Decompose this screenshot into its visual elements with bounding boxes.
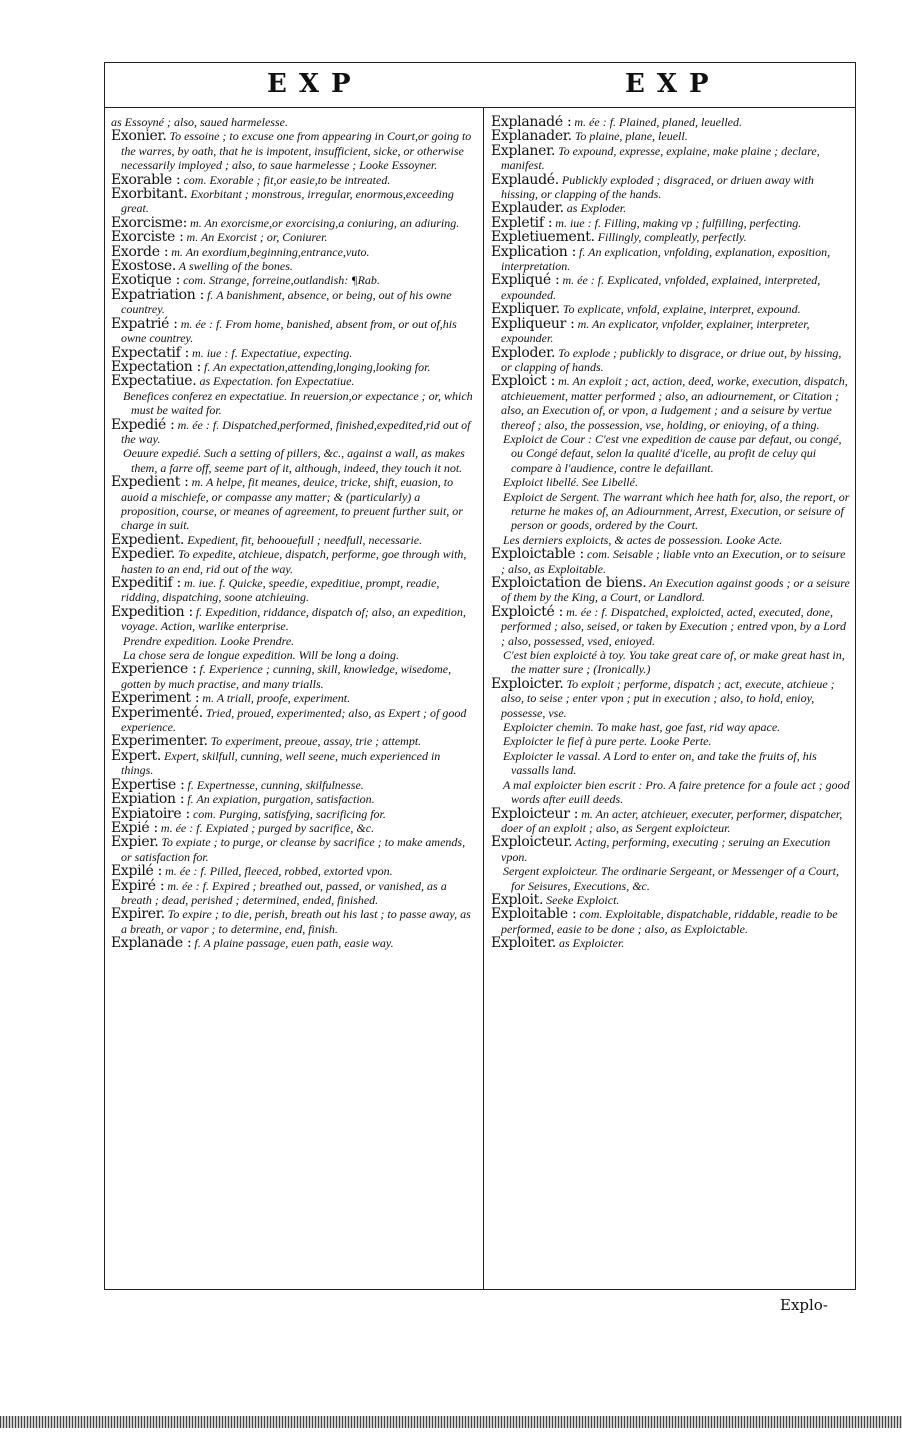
dictionary-entry xyxy=(111,662,475,691)
running-header xyxy=(105,63,855,109)
entry-definition: m. A helpe, fit meanes, deuice, tricke, shift, euasion, to auoid a mischiefe, or compasse any matter; & (particularly) a proposition, course, or meanes of agreement, to preuent further suit, or charge in suit. xyxy=(121,475,463,533)
entry-definition: Sergent exploicteur. The ordinarie Sergeant, or Messenger of a Court, for Seisures, Executions, &c. xyxy=(503,864,839,893)
dictionary-entry xyxy=(491,677,851,720)
entry-definition: Exploicter chemin. To make hast, goe fast, rid way apace. xyxy=(503,720,781,735)
dictionary-entry xyxy=(491,547,851,576)
entry-headword: Expirer. xyxy=(111,906,165,923)
entry-headword: Exploicté : xyxy=(491,603,564,620)
entry-definition: To experiment, preoue, assay, trie ; attempt. xyxy=(207,734,422,749)
dictionary-entry xyxy=(491,605,851,648)
entry-headword: Expletif : xyxy=(491,214,553,231)
dictionary-entry xyxy=(111,749,475,778)
entry-definition: Publickly exploded ; disgraced, or driuen away with hissing, or clapping of the hands. xyxy=(501,172,814,202)
dictionary-entry xyxy=(491,720,851,734)
entry-definition: Exploict de Sergent. The warrant which hee hath for, also, the report, or returne he makes of, an Adiournment, Arrest, Execution, or seisure of person or goods, ordered by the Court. xyxy=(503,489,850,533)
right-column xyxy=(491,115,851,1285)
entry-headword: Exploicteur. xyxy=(491,834,573,851)
entry-headword: Expeditif : xyxy=(111,575,181,591)
entry-headword: Exploicter. xyxy=(491,675,564,692)
dictionary-entry xyxy=(491,432,851,475)
entry-headword: Exploicteur : xyxy=(491,805,579,822)
dictionary-entry xyxy=(111,389,475,418)
entry-headword: Expedition : xyxy=(111,603,193,620)
dictionary-entry xyxy=(111,245,475,259)
entry-definition: m. iue. f. Quicke, speedie, expeditiue, prompt, readie, ridding, dispatching, soone atchieuing. xyxy=(121,576,440,605)
entry-definition: m. ée : f. Pilled, fleeced, robbed, extorted vpon. xyxy=(162,864,393,879)
dictionary-entry xyxy=(111,706,475,735)
dictionary-entry xyxy=(491,273,851,302)
entry-definition: m. An exordium,beginning,entrance,vuto. xyxy=(168,244,370,259)
dictionary-entry xyxy=(111,475,475,533)
entry-headword: Exorciste : xyxy=(111,229,184,246)
entry-headword: Exploiter. xyxy=(491,935,556,952)
entry-definition: f. Experience ; cunning, skill, knowledge, wisedome, gotten by much practise, and many trialls. xyxy=(121,662,452,691)
dictionary-entry xyxy=(111,216,475,230)
entry-headword: Expectatif : xyxy=(111,344,190,361)
dictionary-entry xyxy=(491,778,851,807)
entry-definition: Exploicter le vassal. A Lord to enter on, and take the fruits of, his vassalls land. xyxy=(503,748,817,778)
entry-headword: Explauder. xyxy=(491,200,564,217)
entry-headword: Exploitable : xyxy=(491,906,577,923)
entry-definition: A swelling of the bones. xyxy=(176,259,293,274)
entry-definition: com. Exorable ; fit,or easie,to be intreated. xyxy=(180,172,391,187)
entry-headword: Exploder. xyxy=(491,344,556,361)
entry-definition: com. Strange, forreine,outlandish: ¶Rab. xyxy=(180,273,380,288)
entry-definition: com. Seisable ; liable vnto an Execution, or to seisure ; also, as Exploitable. xyxy=(501,547,846,576)
entry-definition: as Exploicter. xyxy=(555,936,625,951)
entry-definition: Benefices conferez en expectatiue. In reuersion,or expectance ; or, which must be waited for. xyxy=(123,388,473,418)
header-rule xyxy=(105,107,855,108)
entry-definition: f. A plaine passage, euen path, easie way. xyxy=(191,936,394,951)
dictionary-entry xyxy=(111,807,475,821)
entry-definition: Seeke Exploict. xyxy=(543,892,620,907)
entry-headword: Exotique : xyxy=(111,272,181,289)
dictionary-entry xyxy=(491,115,851,129)
entry-definition: To plaine, plane, leuell. xyxy=(571,129,688,144)
entry-headword: Expedier. xyxy=(111,546,175,563)
entry-definition: To essoine ; to excuse one from appearing in Court,or going to the warres, by oath, that he is impotent, insufficient, sicke, or otherwise necessarily imployed ; also, to saue harmelesse ; Looke Essoyner. xyxy=(121,129,472,173)
entry-headword: Exorable : xyxy=(111,171,181,188)
entry-definition: m. ée : f. Explicated, vnfolded, explained, interpreted, expounded. xyxy=(501,273,821,302)
entry-headword: Experience : xyxy=(111,661,197,678)
dictionary-entry xyxy=(491,734,851,748)
entry-definition: Exploict de Cour : C'est vne expedition de cause par defaut, ou congé, ou Congé defaut, selon la qualité d'icelle, au profit de celuy qui compare à l'audience, contre le defaillant. xyxy=(503,431,842,475)
entry-definition: m. An exorcisme,or exorcising,a coniuring, an adiuring. xyxy=(187,215,460,230)
entry-headword: Exorde : xyxy=(111,243,169,260)
entry-definition: Prendre expedition. Looke Prendre. xyxy=(123,633,295,648)
entry-headword: Expectatiue. xyxy=(111,373,197,390)
entry-headword: Exorcisme: xyxy=(111,214,188,231)
dictionary-entry xyxy=(111,374,475,388)
dictionary-entry xyxy=(111,864,475,878)
entry-definition: To expedite, atchieue, dispatch, performe, goe through with, hasten to an end, rid out of the way. xyxy=(121,547,467,576)
dictionary-entry xyxy=(111,346,475,360)
dictionary-entry xyxy=(111,273,475,287)
entry-definition: f. An explication, vnfolding, explanation, exposition, interpretation. xyxy=(501,244,831,274)
page-frame xyxy=(104,62,856,1290)
dictionary-entry xyxy=(111,288,475,317)
entry-definition: Tried, proued, experimented; also, as Expert ; of good experience. xyxy=(121,705,467,735)
entry-headword: Expier. xyxy=(111,834,159,851)
entry-headword: Expiré : xyxy=(111,877,165,894)
entry-definition: A mal exploicter bien escrit : Pro. A faire pretence for a foule act ; good words after euill deeds. xyxy=(503,777,850,807)
entry-definition: To expiate ; to purge, or cleanse by sacrifice ; to make amends, or satisfaction for. xyxy=(121,835,466,864)
dictionary-entry xyxy=(111,129,475,172)
dictionary-entry xyxy=(111,734,475,748)
entry-definition: f. An expiation, purgation, satisfaction. xyxy=(184,792,375,807)
entry-definition: Exploict libellé. See Libellé. xyxy=(503,475,638,490)
dictionary-entry xyxy=(111,418,475,447)
entry-definition: m. ée : f. From home, banished, absent from, or out of,his owne countrey. xyxy=(121,316,457,346)
entry-definition: To exploit ; performe, dispatch ; act, execute, atchieue ; also, to seise ; enter vpon ; put in execution ; also, to hold, enioy, possesse, vse. xyxy=(501,676,835,720)
entry-headword: Explanadé : xyxy=(491,115,572,130)
dictionary-entry xyxy=(111,533,475,547)
dictionary-entry xyxy=(111,936,475,950)
dictionary-entry xyxy=(491,346,851,375)
left-column xyxy=(111,115,475,1285)
entry-definition: Expedient, fit, behoouefull ; needfull, necessarie. xyxy=(184,532,423,547)
entry-definition: Acting, performing, executing ; seruing an Execution vpon. xyxy=(501,835,831,864)
entry-definition: m. iue : f. Filling, making vp ; fulfilling, perfecting. xyxy=(552,215,802,230)
entry-headword: Expedié : xyxy=(111,416,175,433)
entry-headword: Expletiuement. xyxy=(491,229,595,246)
dictionary-entry xyxy=(111,778,475,792)
entry-definition: m. An exploit ; act, action, deed, worke, execution, dispatch, atchieuement, matter performed ; also, an adiournement, or Citation ; also, an Execution of, or vpon, a Iudgement ; and a seisure by vertue thereof ; also, the possession, vse, holding, or enioying, of a thing. xyxy=(501,374,848,432)
dictionary-entry xyxy=(491,807,851,836)
entry-definition: m. iue : f. Expectatiue, expecting. xyxy=(189,345,353,360)
entry-definition: f. Expedition, riddance, dispatch of; also, an expedition, voyage. Action, warlike enterprise. xyxy=(121,604,466,634)
entry-headword: Exploictable : xyxy=(491,546,584,563)
dictionary-entry xyxy=(491,374,851,432)
entry-headword: Exorbitant. xyxy=(111,186,188,203)
entry-definition: C'est bien exploicté à toy. You take great care of, or make great hast in, the matter sure ; (Ironically.) xyxy=(503,648,845,677)
entry-definition: m. An explicator, vnfolder, explainer, interpreter, expounder. xyxy=(501,316,810,346)
entry-headword: Explaudé. xyxy=(491,171,559,188)
entry-definition: as Essoyné ; also, saued harmelesse. xyxy=(111,115,288,129)
entry-headword: Exploict : xyxy=(491,373,556,390)
entry-definition: Fillingly, compleatly, perfectly. xyxy=(594,230,747,245)
dictionary-entry xyxy=(111,605,475,634)
column-divider xyxy=(483,107,484,1289)
dictionary-entry xyxy=(111,879,475,908)
entry-headword: Expedient. xyxy=(111,531,185,548)
entry-definition: com. Exploitable, dispatchable, riddable, readie to be performed, easie to be done ; also, as Exploictable. xyxy=(501,907,838,936)
dictionary-entry xyxy=(491,216,851,230)
entry-headword: Expert. xyxy=(111,747,162,764)
scan-edge xyxy=(0,1416,902,1428)
entry-definition: as Expectation. fon Expectatiue. xyxy=(196,374,355,389)
entry-headword: Explication : xyxy=(491,243,577,260)
dictionary-entry xyxy=(491,475,851,489)
entry-definition: m. An Exorcist ; or, Coniurer. xyxy=(183,230,328,245)
dictionary-entry xyxy=(491,144,851,173)
entry-headword: Expliqueur : xyxy=(491,315,575,332)
entry-definition: Expert, skilfull, cunning, well seene, much experienced in things. xyxy=(121,748,441,778)
entry-definition: Exploicter le fief à pure perte. Looke Perte. xyxy=(503,734,712,749)
dictionary-entry xyxy=(111,634,475,648)
entry-definition: To expire ; to die, perish, breath out his last ; to passe away, as a breath, or vapor ; to determine, end, finish. xyxy=(121,907,471,936)
entry-definition: as Exploder. xyxy=(563,201,627,216)
entry-definition: m. ée : f. Expired ; breathed out, passed, or vanished, as a breath ; dead, perished ; determined, ended, finished. xyxy=(121,878,447,907)
entry-definition: m. ée : f. Dispatched, exploicted, acted, executed, done, performed ; also, seised, or taken by Execution ; entred vpon, by a Lord ; also, possessed, vsed, enioyed. xyxy=(501,604,847,648)
entry-headword: Expatrié : xyxy=(111,315,178,332)
entry-headword: Expectation : xyxy=(111,358,201,375)
entry-definition: f. An expectation,attending,longing,looking for. xyxy=(201,359,431,374)
dictionary-entry xyxy=(491,533,851,547)
dictionary-entry xyxy=(491,245,851,274)
entry-definition: m. ée : f. Dispatched,performed, finished,expedited,rid out of the way. xyxy=(121,417,471,446)
dictionary-entry xyxy=(111,259,475,273)
dictionary-entry xyxy=(111,360,475,374)
entry-definition: m. A triall, proofe, experiment. xyxy=(199,691,351,706)
entry-headword: Expié : xyxy=(111,819,158,836)
dictionary-entry xyxy=(491,173,851,202)
entry-headword: Exostose. xyxy=(111,258,177,275)
dictionary-entry xyxy=(111,691,475,705)
dictionary-entry xyxy=(111,576,475,605)
entry-headword: Experimenté. xyxy=(111,704,203,721)
entry-definition: Oeuure expedié. Such a setting of pillers, &c., against a wall, as makes them, a farre off, seeme part of it, although, indeed, they touch it not. xyxy=(123,446,465,475)
dictionary-entry xyxy=(491,893,851,907)
entry-definition: To expound, expresse, explaine, make plaine ; declare, manifest. xyxy=(501,143,820,173)
entry-definition: com. Purging, satisfying, sacrificing for. xyxy=(189,806,386,821)
dictionary-entry xyxy=(491,576,851,605)
entry-headword: Experiment : xyxy=(111,690,200,707)
entry-definition: To explicate, vnfold, explaine, interpret, expound. xyxy=(559,302,801,317)
dictionary-entry xyxy=(111,547,475,576)
dictionary-entry xyxy=(111,317,475,346)
dictionary-entry xyxy=(111,907,475,936)
entry-headword: Explanader. xyxy=(491,128,572,145)
dictionary-entry xyxy=(491,230,851,244)
entry-definition: f. A banishment, absence, or being, out of his owne countrey. xyxy=(121,287,452,317)
entry-definition: To explode ; publickly to disgrace, or driue out, by hissing, or clapping of hands. xyxy=(501,345,842,374)
entry-headword: Expliquer. xyxy=(491,301,560,318)
entry-headword: Expiatoire : xyxy=(111,805,190,822)
dictionary-entry xyxy=(491,490,851,533)
dictionary-entry xyxy=(491,302,851,316)
entry-headword: Expertise : xyxy=(111,776,185,793)
dictionary-entry xyxy=(111,115,475,129)
running-head-right: EXP xyxy=(625,69,721,99)
entry-headword: Expatriation : xyxy=(111,286,205,303)
dictionary-entry xyxy=(491,317,851,346)
dictionary-entry xyxy=(491,835,851,864)
dictionary-entry xyxy=(111,446,475,475)
dictionary-entry xyxy=(491,936,851,950)
entry-definition: f. Expertnesse, cunning, skilfulnesse. xyxy=(184,777,364,792)
dictionary-entry xyxy=(111,230,475,244)
entry-definition: Exorbitant ; monstrous, irregular, enormous,exceeding great. xyxy=(121,187,454,216)
dictionary-entry xyxy=(491,129,851,143)
entry-definition: La chose sera de longue expedition. Will be long a doing. xyxy=(123,648,399,663)
dictionary-entry xyxy=(111,821,475,835)
dictionary-entry xyxy=(491,201,851,215)
running-head-left: EXP xyxy=(267,69,363,99)
entry-headword: Expilé : xyxy=(111,863,163,880)
entry-headword: Explaner. xyxy=(491,142,556,159)
entry-headword: Explanade : xyxy=(111,935,192,952)
dictionary-entry xyxy=(111,792,475,806)
entry-headword: Expiation : xyxy=(111,791,185,808)
entry-headword: Exploictation de biens. xyxy=(491,575,647,591)
entry-definition: m. ée : f. Plained, planed, leuelled. xyxy=(571,115,743,129)
entry-headword: Expedient : xyxy=(111,474,189,491)
entry-definition: An Execution against goods ; or a seisure of them by the King, a Court, or Landlord. xyxy=(501,576,850,605)
catchword: Explo- xyxy=(780,1296,828,1314)
entry-definition: m. An acter, atchieuer, executer, performer, dispatcher, doer of an exploit ; also, as Sergent exploicteur. xyxy=(501,806,843,835)
dictionary-entry xyxy=(111,173,475,187)
dictionary-entry xyxy=(111,187,475,216)
entry-definition: m. ée : f. Expiated ; purged by sacrifice, &c. xyxy=(157,820,375,835)
entry-headword: Exonier. xyxy=(111,128,167,145)
dictionary-entry xyxy=(491,907,851,936)
dictionary-entry xyxy=(111,835,475,864)
entry-headword: Exploit. xyxy=(491,891,544,908)
dictionary-entry xyxy=(491,864,851,893)
entry-headword: Expliqué : xyxy=(491,272,560,289)
entry-headword: Experimenter. xyxy=(111,733,208,750)
entry-definition: Les derniers exploicts, & actes de possession. Looke Acte. xyxy=(503,532,783,547)
dictionary-entry xyxy=(111,648,475,662)
dictionary-entry xyxy=(491,749,851,778)
dictionary-entry xyxy=(491,648,851,677)
